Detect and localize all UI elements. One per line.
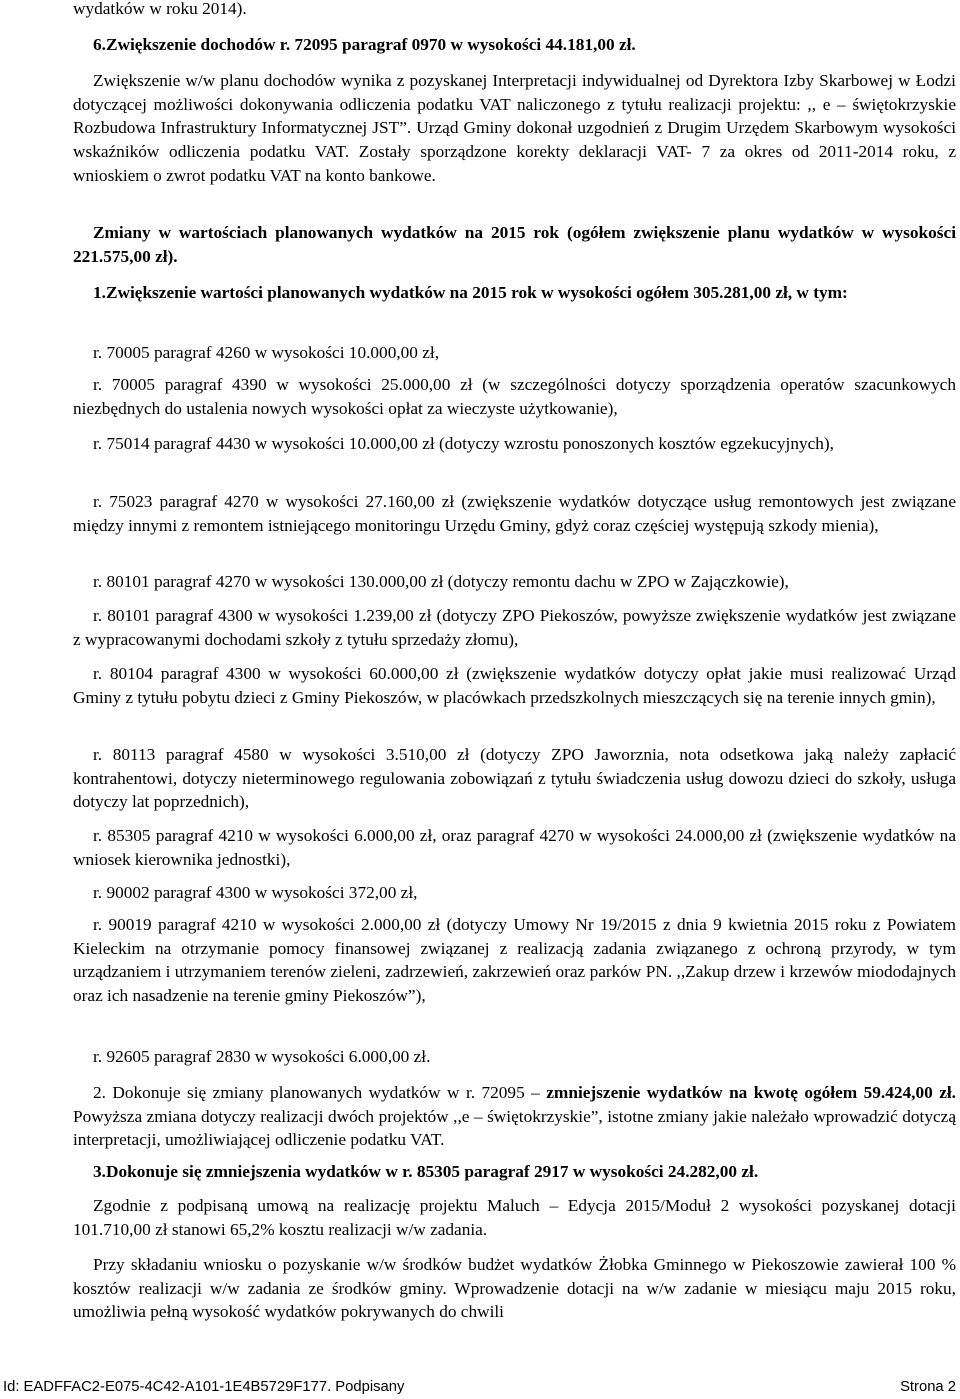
expense-item: r. 70005 paragraf 4260 w wysokości 10.000,00 zł, xyxy=(93,343,440,362)
continuation-line: wydatków w roku 2014). xyxy=(73,0,247,18)
expense-item: r. 70005 paragraf 4390 w wysokości 25.000,00 zł (w szczególności dotyczy sporządzenia operatów szacunkowych niezbędnych do ustalenia nowych wysokości opłat za wieczyste użytkowanie), xyxy=(73,375,956,418)
section-6-paragraph xyxy=(73,69,956,188)
section-2-bold: zmniejszenie wydatków na kwotę ogółem 59.424,00 zł. xyxy=(546,1083,956,1102)
page-number: Strona 2 xyxy=(900,1379,956,1395)
section-3-paragraph-2: Przy składaniu wniosku o pozyskanie w/w środków budżet wydatków Żłobka Gminnego w Piekoszowie zawierał 100 % kosztów realizacji w/w zadania ze środków gminy. Wprowadzenie dotacji na w/w zadanie w miesiącu maju 2015 roku, umożliwia pełną wysokość wydatków pokrywanych do chwili xyxy=(73,1255,956,1322)
expense-item: r. 85305 paragraf 4210 w wysokości 6.000,00 zł, oraz paragraf 4270 w wysokości 24.000,00 zł (zwiększenie wydatków na wniosek kierownika jednostki), xyxy=(73,826,956,869)
section-2-rest: Powyższa zmiana dotyczy realizacji dwóch projektów ,,e – świętokrzyskie”, istotne zmiany jakie należało wprowadzić dotyczą interpretacji, umożliwiającej odliczenie podatku VAT. xyxy=(73,1106,956,1150)
changes-heading: Zmiany w wartościach planowanych wydatków na 2015 rok (ogółem zwiększenie planu wydatków w wysokości 221.575,00 zł). xyxy=(73,223,956,266)
expense-item: r. 80101 paragraf 4270 w wysokości 130.000,00 zł (dotyczy remontu dachu w ZPO w Zajączkowie), xyxy=(93,572,789,591)
section-1-heading: 1.Zwiększenie wartości planowanych wydatków na 2015 rok w wysokości ogółem 305.281,00 zł, w tym: xyxy=(93,283,848,302)
expense-item: r. 92605 paragraf 2830 w wysokości 6.000,00 zł. xyxy=(93,1047,431,1066)
expense-item: r. 75014 paragraf 4430 w wysokości 10.000,00 zł (dotyczy wzrostu ponoszonych kosztów egzekucyjnych), xyxy=(93,434,835,453)
expense-item: r. 90002 paragraf 4300 w wysokości 372,00 zł, xyxy=(93,883,418,902)
section-3-paragraph-1: Zgodnie z podpisaną umową na realizację projektu Maluch – Edycja 2015/Moduł 2 wysokości pozyskanej dotacji 101.710,00 zł stanowi 65,2% kosztu realizacji w/w zadania. xyxy=(73,1196,956,1239)
section-2-intro: 2. Dokonuje się zmiany planowanych wydatków w r. 72095 – xyxy=(93,1083,540,1102)
section-2-paragraph xyxy=(73,1081,956,1152)
page-footer xyxy=(3,1378,956,1396)
expense-item: r. 80104 paragraf 4300 w wysokości 60.000,00 zł (zwiększenie wydatków dotyczy opłat jakie musi realizować Urząd Gminy z tytułu pobytu dzieci z Gminy Piekoszów, w placówkach przedszkolnych mieszczących się na terenie innych gmin), xyxy=(73,664,956,707)
expense-item: r. 75023 paragraf 4270 w wysokości 27.160,00 zł (zwiększenie wydatków dotyczące usług remontowych jest związane między innymi z remontem istniejącego monitoringu Urzędu Gminy, gdyż coraz częściej występują szkody mienia), xyxy=(73,492,956,535)
expense-item: r. 80101 paragraf 4300 w wysokości 1.239,00 zł (dotyczy ZPO Piekoszów, powyższe zwiększenie wydatków jest związane z wypracowanymi dochodami szkoły z tytułu sprzedaży złomu), xyxy=(73,606,956,649)
expense-item: r. 90019 paragraf 4210 w wysokości 2.000,00 zł (dotyczy Umowy Nr 19/2015 z dnia 9 kwietnia 2015 roku z Powiatem Kieleckim na otrzymanie pomocy finansowej związanej z realizacją zadania związanego z ochroną przyrody, w tym urządzaniem i utrzymaniem terenów zieleni, zadrzewień, zakrzewień oraz parków PN. ,,Zakup drzew i krzewów miododajnych oraz ich nasadzenie na terenie gminy Piekoszów”), xyxy=(73,915,956,1006)
document-id: Id: EADFFAC2-E075-4C42-A101-1E4B5729F177. Podpisany xyxy=(3,1379,405,1395)
expense-item: r. 80113 paragraf 4580 w wysokości 3.510,00 zł (dotyczy ZPO Jaworznia, nota odsetkowa jaką należy zapłacić kontrahentowi, dotyczy nieterminowego regulowania zobowiązań z tytułu świadczenia usług dowozu dzieci do szkoły, usługa dotyczy lat poprzednich), xyxy=(73,745,956,812)
section-6-heading: 6.Zwiększenie dochodów r. 72095 paragraf 0970 w wysokości 44.181,00 zł. xyxy=(93,35,636,54)
section-6-text: Zwiększenie w/w planu dochodów wynika z pozyskanej Interpretacji indywidualnej od Dyrektora Izby Skarbowej w Łodzi dotyczącej możliwości dokonywania odliczenia podatku VAT naliczonego z tytułu realizacji projektu: ,, e – świętokrzyskie Rozbudowa Infrastruktury Informatycznej JST”. Urząd Gminy dokonał uzgodnień z Drugim Urzędem Skarbowym wysokości wskaźników odliczenia podatku VAT. Zostały sporządzone korekty deklaracji VAT- 7 za okres od 2011-2014 roku, z wnioskiem o zwrot podatku VAT na konto bankowe. xyxy=(73,71,956,185)
section-3-heading: 3.Dokonuje się zmniejszenia wydatków w r. 85305 paragraf 2917 w wysokości 24.282,00 zł. xyxy=(93,1162,759,1181)
